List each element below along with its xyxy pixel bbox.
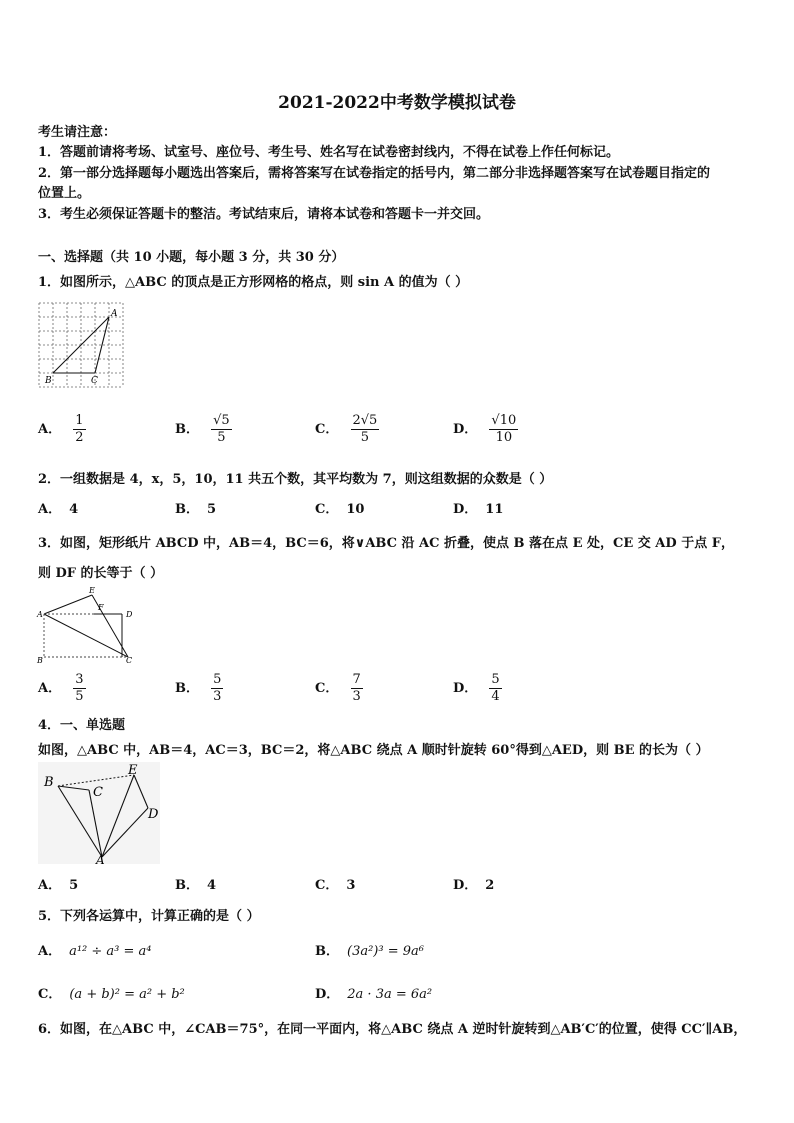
q1-option-a-label: A． — [38, 422, 62, 437]
q4-option-b-label: B． — [175, 878, 199, 893]
q3-option-b-num: 5 — [213, 672, 222, 687]
q2-option-c-text: 10 — [346, 502, 365, 517]
q4-label-a: A — [96, 853, 105, 864]
notice-heading: 考生请注意： — [38, 125, 117, 140]
q5-option-b-label: B． — [315, 944, 339, 959]
q2-option-d — [453, 498, 503, 517]
q2-option-d-text: 11 — [485, 502, 504, 517]
q3-option-a-den: 5 — [75, 689, 84, 704]
q4-option-b-text: 4 — [207, 878, 217, 893]
q3-option-a-num: 3 — [75, 672, 84, 687]
q1-option-b — [175, 413, 232, 446]
q2-option-a-label: A． — [38, 502, 62, 517]
q3-option-b-label: B． — [175, 681, 199, 696]
q5-option-d — [315, 983, 432, 1002]
q4-rotation-figure — [38, 762, 160, 864]
q1-option-c-num: 2√5 — [352, 413, 378, 428]
q3-label-f: F — [98, 603, 104, 612]
q4-label-e: E — [128, 763, 138, 778]
q3-label-b: B — [37, 656, 43, 665]
notice-item-2: 2．第一部分选择题每小题选出答案后，需将答案写在试卷指定的括号内，第二部分非选择题答案写在试卷题目指定的 — [38, 166, 711, 181]
q1-option-b-den: 5 — [217, 430, 226, 445]
q3-option-b — [175, 672, 223, 705]
q4-label-b: B — [44, 775, 54, 790]
q1-option-c-label: C． — [315, 422, 339, 437]
notice-item-3: 3．考生必须保证答题卡的整洁。考试结束后，请将本试卷和答题卡一并交回。 — [38, 207, 490, 222]
q1-label-a: A — [111, 309, 118, 319]
q3-option-d-den: 4 — [491, 689, 500, 704]
q1-label-c: C — [91, 376, 98, 386]
q5-option-c-label: C． — [38, 987, 62, 1002]
q5-stem: 5．下列各运算中，计算正确的是（ ） — [38, 909, 260, 924]
q3-label-a: A — [37, 610, 43, 619]
q2-stem: 2．一组数据是 4，x，5，10，11 共五个数，其平均数为 7，则这组数据的众数是（ ） — [38, 472, 553, 487]
q5-option-d-text: 2a · 3a = 6a² — [347, 987, 433, 1002]
q3-option-d-label: D． — [453, 681, 478, 696]
q3-option-a-label: A． — [38, 681, 62, 696]
q3-option-b-den: 3 — [213, 689, 222, 704]
q2-option-a — [38, 498, 78, 517]
q3-option-c-num: 7 — [352, 672, 361, 687]
q3-label-c: C — [126, 656, 133, 665]
q5-option-a — [38, 940, 152, 959]
q4-option-d — [453, 874, 494, 893]
q4-option-b — [175, 874, 216, 893]
q3-label-d: D — [126, 610, 133, 619]
q2-option-b — [175, 498, 216, 517]
q1-label-b: B — [45, 376, 52, 386]
q4-option-a-text: 5 — [69, 878, 79, 893]
q4-option-a-label: A． — [38, 878, 62, 893]
q4-label-d: D — [148, 807, 159, 822]
q4-stem: 4．一、单选题 — [38, 718, 126, 733]
q1-option-c-den: 5 — [360, 430, 370, 445]
q5-option-b-text: (3a²)³ = 9a⁶ — [347, 944, 424, 959]
q1-option-d — [453, 413, 518, 446]
q1-option-c — [315, 413, 379, 446]
q1-option-b-num: √5 — [213, 413, 230, 428]
q3-option-c-label: C． — [315, 681, 339, 696]
q2-option-c-label: C． — [315, 502, 339, 517]
q1-option-a — [38, 413, 86, 446]
q3-label-e: E — [89, 586, 95, 595]
q5-option-b — [315, 940, 424, 959]
q2-option-b-label: B． — [175, 502, 199, 517]
q4-option-c — [315, 874, 355, 893]
q1-stem: 1．如图所示，△ABC 的顶点是正方形网格的格点，则 sin A 的值为（ ） — [38, 275, 469, 290]
q1-grid-figure — [36, 300, 128, 390]
q6-stem: 6．如图，在△ABC 中，∠CAB＝75°，在同一平面内，将△ABC 绕点 A 逆时针旋转到△AB′C′的位置，使得 CC′∥AB， — [38, 1022, 747, 1037]
q3-option-d-num: 5 — [491, 672, 500, 687]
q1-option-a-num: 1 — [75, 413, 84, 428]
q3-option-c — [315, 672, 363, 705]
q3-option-c-den: 3 — [352, 689, 361, 704]
q3-stem-cont: 则 DF 的长等于（ ） — [38, 566, 164, 581]
q2-option-d-label: D． — [453, 502, 478, 517]
q4-option-c-label: C． — [315, 878, 339, 893]
section-heading: 一、选择题（共 10 小题，每小题 3 分，共 30 分） — [38, 250, 345, 265]
q5-option-d-label: D． — [315, 987, 340, 1002]
q5-option-a-label: A． — [38, 944, 62, 959]
q4-option-d-label: D． — [453, 878, 478, 893]
q3-rectangle-figure — [34, 584, 144, 666]
q5-option-c-text: (a + b)² = a² + b² — [69, 987, 185, 1002]
q3-stem: 3．如图，矩形纸片 ABCD 中，AB＝4，BC＝6，将∨ABC 沿 AC 折叠，使点 B 落在点 E 处，CE 交 AD 于点 F， — [38, 536, 734, 551]
q3-option-a — [38, 672, 86, 705]
q1-option-d-den: 10 — [495, 430, 513, 445]
q3-option-d — [453, 672, 502, 705]
q4-stem-cont: 如图，△ABC 中，AB＝4，AC＝3，BC＝2，将△ABC 绕点 A 顺时针旋转 60°得到△AED，则 BE 的长为（ ） — [38, 743, 709, 758]
q1-option-b-label: B． — [175, 422, 199, 437]
q5-option-c — [38, 983, 185, 1002]
notice-item-2-cont: 位置上。 — [38, 186, 91, 201]
q4-option-a — [38, 874, 78, 893]
q2-option-c — [315, 498, 364, 517]
q1-option-a-den: 2 — [75, 430, 84, 445]
q2-option-a-text: 4 — [69, 502, 79, 517]
q1-option-d-label: D． — [453, 422, 478, 437]
q2-option-b-text: 5 — [207, 502, 217, 517]
notice-item-1: 1．答题前请将考场、试室号、座位号、考生号、姓名写在试卷密封线内，不得在试卷上作任何标记。 — [38, 145, 620, 160]
q5-option-a-text: a¹² ÷ a³ = a⁴ — [69, 944, 152, 959]
page-title: 2021-2022中考数学模拟试卷 — [278, 93, 516, 113]
q4-option-c-text: 3 — [346, 878, 356, 893]
q4-option-d-text: 2 — [485, 878, 495, 893]
q4-label-c: C — [93, 785, 103, 800]
q1-option-d-num: √10 — [491, 413, 517, 428]
